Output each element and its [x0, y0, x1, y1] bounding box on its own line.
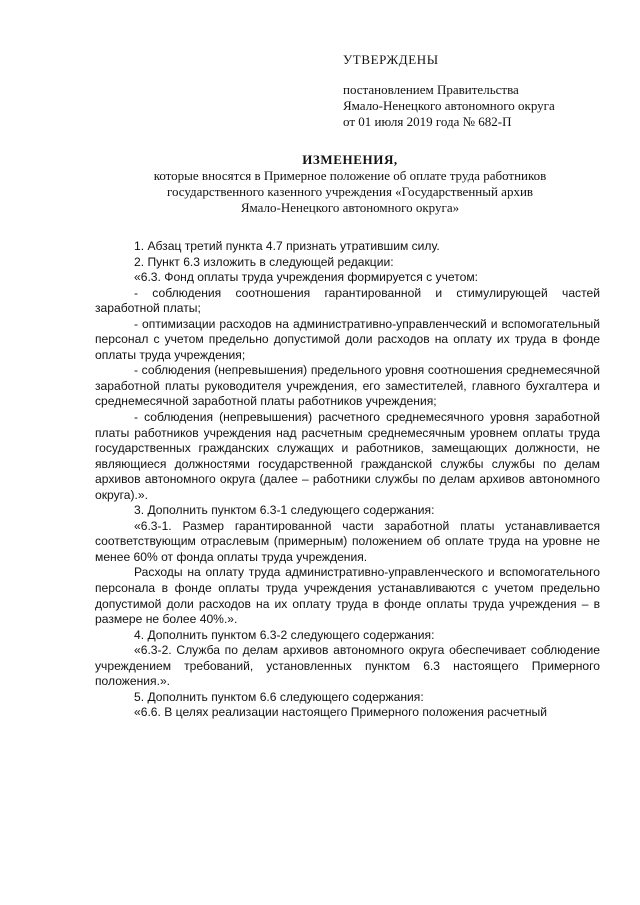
title-main: ИЗМЕНЕНИЯ, — [302, 152, 398, 167]
title-line: которые вносятся в Примерное положение об оплате труда работников — [153, 168, 547, 183]
approval-line: от 01 июля 2019 года № 682-П — [343, 114, 512, 129]
paragraph: «6.3-2. Служба по делам архивов автономного округа обеспечивает соблюдение учреждением требований, установленных пунктом 6.3 настоящего Примерного положения.». — [95, 643, 600, 689]
paragraph: 2. Пункт 6.3 изложить в следующей редакции: — [134, 254, 394, 269]
title-line: Ямало-Ненецкого автономного округа» — [240, 200, 460, 215]
paragraph: 4. Дополнить пунктом 6.3-2 следующего содержания: — [134, 627, 435, 642]
approval-line: Ямало-Ненецкого автономного округа — [343, 98, 555, 113]
paragraph: - соблюдения (непревышения) предельного уровня соотношения среднемесячной заработной платы руководителя учреждения, его заместителей, главного бухгалтера и среднемесячной заработной платы работников учреждения; — [95, 363, 600, 409]
approval-line: постановлением Правительства — [343, 82, 519, 97]
paragraph: 3. Дополнить пунктом 6.3-1 следующего содержания: — [134, 503, 435, 518]
paragraph: - соблюдения (непревышения) расчетного среднемесячного уровня заработной платы работников учреждения над расчетным среднемесячным уровнем оплаты труда государственных гражданских служащих и работников, замещающих должности, не являющиеся должностями государственной гражданской службы службы по делам архивов автономного округа (далее – работники службы по делам архивов автономного округа).». — [95, 410, 600, 502]
paragraph: «6.3. Фонд оплаты труда учреждения формируется с учетом: — [134, 270, 478, 285]
document-body — [95, 239, 600, 721]
paragraph: Расходы на оплату труда административно-управленческого и вспомогательного персонала в фонде оплаты труда учреждения устанавливаются с учетом предельно допустимой доли расходов на их оплату труда в фонде оплаты труда учреждения – в размере не более 40%.». — [95, 565, 600, 627]
paragraph: «6.3-1. Размер гарантированной части заработной платы устанавливается соответствующим отраслевым (примерным) положением об оплате труда на уровне не менее 60% от фонда оплаты труда учреждения. — [95, 518, 600, 564]
paragraph: «6.6. В целях реализации настоящего Примерного положения расчетный — [134, 705, 547, 720]
document-title — [95, 152, 605, 216]
paragraph: - оптимизации расходов на административно-управленческий и вспомогательный персонал с учетом предельно допустимой доли расходов на оплату их труда в фонде оплаты труда учреждения; — [95, 316, 600, 362]
approval-heading: УТВЕРЖДЕНЫ — [343, 52, 439, 67]
paragraph: 5. Дополнить пунктом 6.6 следующего содержания: — [134, 689, 424, 704]
title-line: государственного казенного учреждения «Государственный архив — [166, 184, 534, 199]
approval-stamp — [343, 52, 555, 130]
paragraph: - соблюдения соотношения гарантированной и стимулирующей частей заработной платы; — [95, 285, 600, 316]
paragraph: 1. Абзац третий пункта 4.7 признать утратившим силу. — [134, 239, 440, 253]
